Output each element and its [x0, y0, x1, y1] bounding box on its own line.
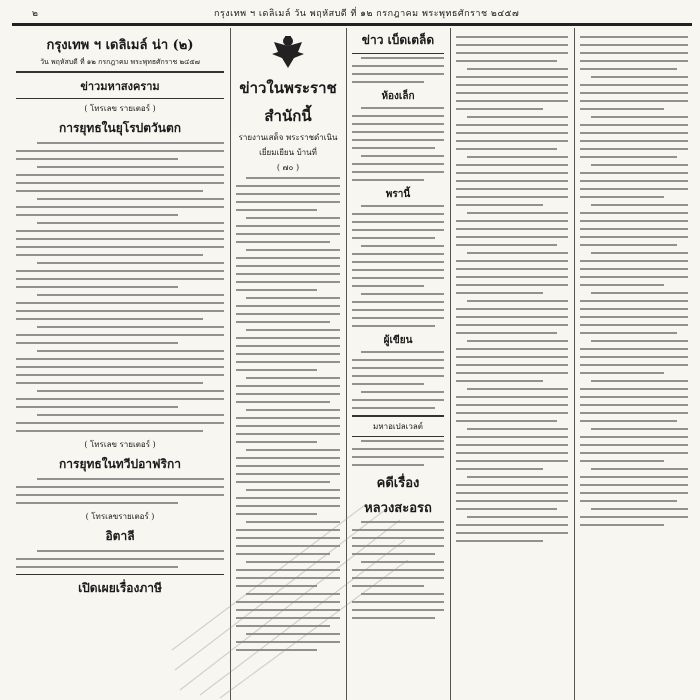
column-rule: [450, 28, 451, 700]
headline: เปิดเผยเรื่องภาษี: [78, 581, 162, 595]
article-body: [352, 107, 444, 181]
section-title: ข่าว เบ็ดเตล็ด: [361, 33, 435, 47]
article-body: [456, 36, 568, 542]
notice-label: มหาอเปลเวลต์: [373, 422, 423, 431]
column-rule: [230, 28, 231, 700]
subhead-2: เยี่ยมเยียน บ้านที่: [259, 148, 317, 157]
source-line: ( โทรเลข รายเตอร์ ): [84, 440, 156, 449]
article-body: [352, 57, 444, 83]
column-1: [16, 28, 224, 700]
article-title: ข่าวในพระราช: [239, 79, 337, 97]
article-title-2: สำนักนี้: [264, 107, 312, 125]
page-number: ๒: [32, 9, 38, 19]
headline: อิตาลี: [105, 529, 135, 543]
dateline: วัน พฤหัสบดี ที่ ๑๒ กรกฎาคม พระพุทธศักราช ๒๔๕๗: [40, 58, 200, 66]
article-body: [352, 205, 444, 327]
source-line: ( โทรเลขรายเตอร์ ): [85, 512, 155, 521]
divider: [352, 415, 444, 417]
subsection-title: ผู้เขียน: [383, 335, 413, 346]
column-rule: [574, 28, 575, 700]
divider: [352, 436, 444, 437]
article-body: [352, 440, 444, 466]
top-rule: [12, 23, 692, 26]
divider: [16, 71, 224, 73]
issue-number: ( ๗๐ ): [276, 163, 300, 172]
article-body: [16, 550, 224, 568]
divider: [352, 53, 444, 54]
column-5: [580, 28, 688, 700]
article-body: [16, 478, 224, 504]
column-rule: [346, 28, 347, 700]
divider: [16, 98, 224, 99]
garuda-emblem-icon: [268, 32, 308, 72]
column-3: [352, 28, 444, 700]
column-4: [456, 28, 568, 700]
article-title-2: หลวงสะอรถ: [364, 501, 432, 516]
article-body: [352, 351, 444, 409]
headline: การยุทธในทวีปอาฟริกา: [59, 457, 181, 471]
source-line: ( โทรเลข รายเตอร์ ): [84, 104, 156, 113]
subhead: รายงานเสด็จ พระราชดำเนิน: [238, 133, 338, 142]
running-head: [14, 6, 690, 22]
article-body: [16, 142, 224, 432]
headline: การยุทธในยุโรปตวันตก: [58, 121, 182, 135]
article-body: [352, 521, 444, 619]
subsection-title: พรานี้: [385, 189, 411, 200]
running-head-date: กรุงเทพ ฯ เดลิเมล์ วัน พฤหัสบดี ที่ ๑๒ กรกฎาคม พระพุทธศักราช ๒๔๕๗: [214, 9, 520, 19]
article-body: [236, 177, 340, 651]
article-title: คดีเรื่อง: [376, 476, 420, 491]
article-body: [580, 36, 688, 526]
masthead: กรุงเทพ ฯ เดลิเมล์ น่า (๒): [46, 38, 194, 53]
subsection-title: ห้องเล็ก: [381, 91, 415, 102]
column-2: [236, 28, 340, 700]
divider: [16, 574, 224, 575]
section-title: ข่าวมหาสงคราม: [80, 80, 160, 93]
